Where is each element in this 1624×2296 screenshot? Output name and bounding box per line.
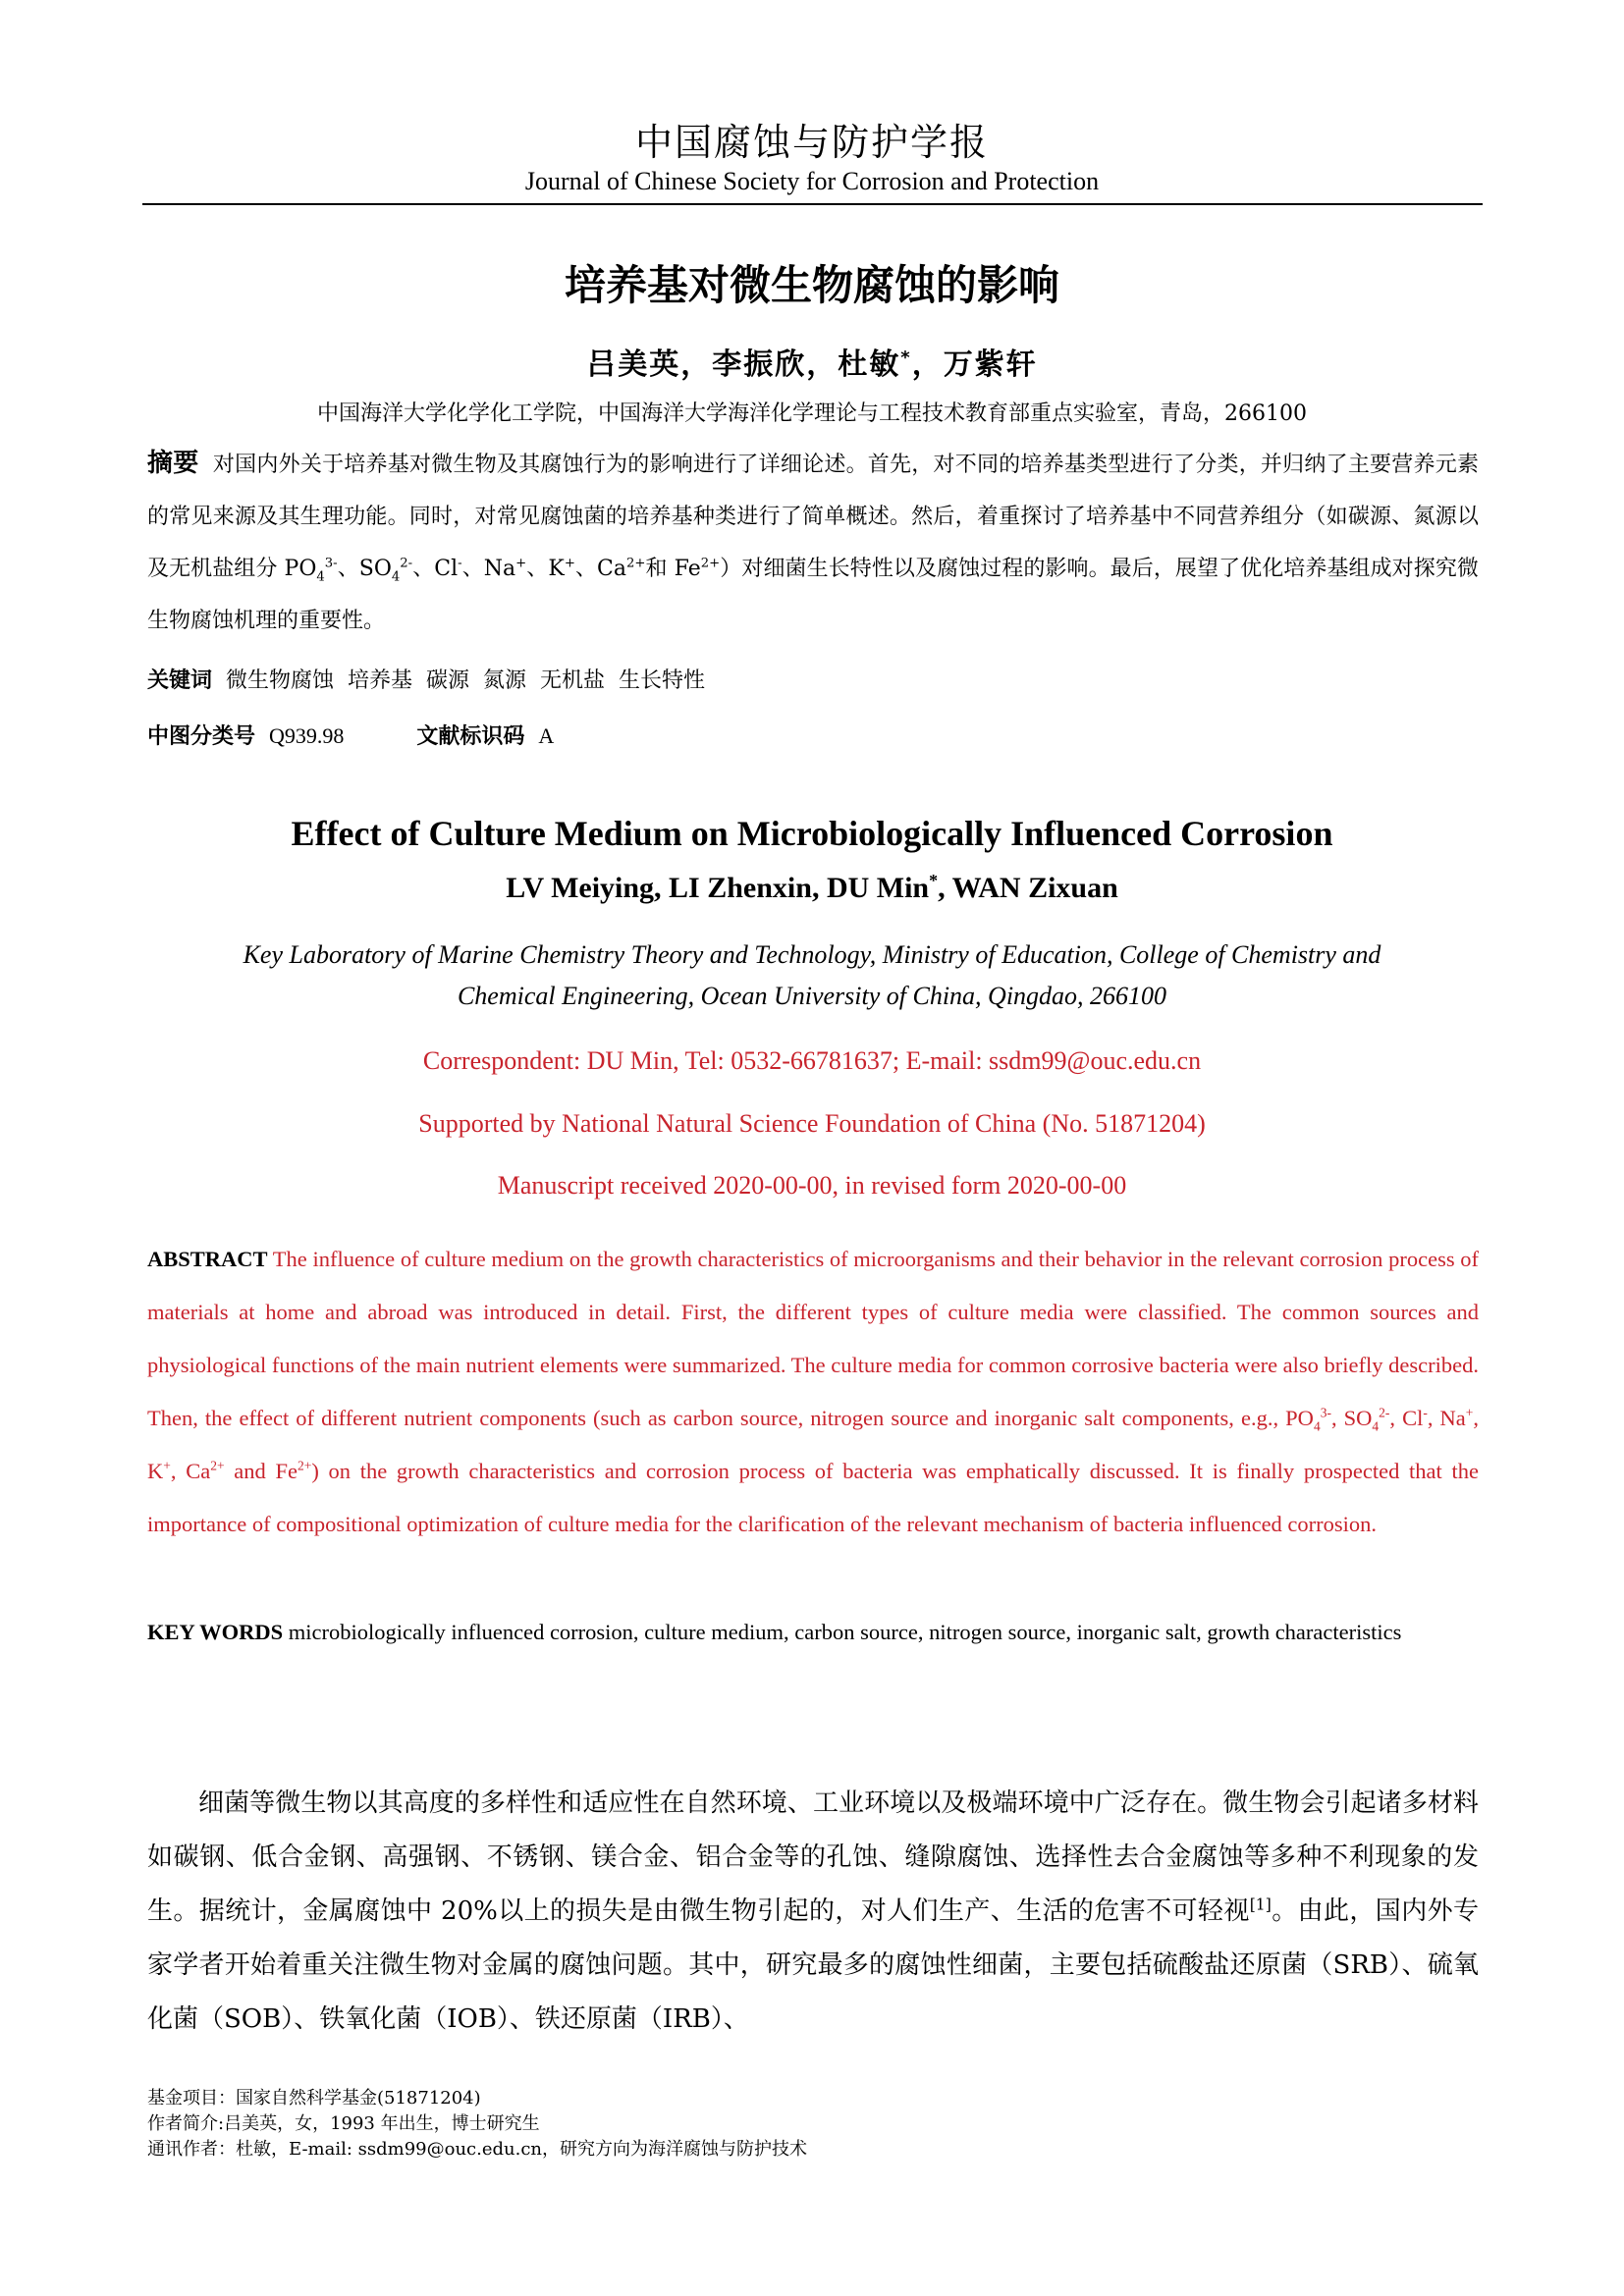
keywords-en: KEY WORDS microbiologically influenced corrosion, culture medium, carbon source, nitrogen source, inorganic salt, growth characteristics — [147, 1620, 1402, 1644]
footnote-fund: 基金项目：国家自然科学基金(51871204) — [147, 2088, 481, 2109]
footnote-corresponding: 通讯作者：杜敏，E-mail: ssdm99@ouc.edu.cn，研究方向为海洋腐蚀与防护技术 — [147, 2139, 808, 2160]
affiliation-en-line2: Chemical Engineering, Ocean University of China, Qingdao, 266100 — [457, 982, 1167, 1010]
affiliation-en-line1: Key Laboratory of Marine Chemistry Theory and Technology, Ministry of Education, College of Chemistry and — [243, 940, 1381, 969]
paper-title-en: Effect of Culture Medium on Microbiologically Influenced Corrosion — [291, 814, 1333, 853]
footnote-author-bio: 作者简介:吕美英，女，1993 年出生，博士研究生 — [147, 2113, 540, 2134]
keywords-en-label: KEY WORDS — [147, 1620, 284, 1644]
received-line: Manuscript received 2020-00-00, in revised form 2020-00-00 — [497, 1171, 1127, 1200]
abstract-en-label: ABSTRACT — [147, 1247, 268, 1271]
keywords-cn: 关键词 微生物腐蚀 培养基 碳源 氮源 无机盐 生长特性 — [147, 668, 705, 693]
body-paragraph: 细菌等微生物以其高度的多样性和适应性在自然环境、工业环境以及极端环境中广泛存在。微生物会引起诸多材料如碳钢、低合金钢、高强钢、不锈钢、镁合金、铝合金等的孔蚀、缝隙腐蚀、选择性去合金腐蚀等多种不利现象的发生。据统计，金属腐蚀中 20%以上的损失是由微生物引起的，对人们生产、生活的危害不可轻视[1]。由此，国内外专家学者开始着重关注微生物对金属的腐蚀问题。其中，研究最多的腐蚀性细菌，主要包括硫酸盐还原菌（SRB）、硫氧化菌（SOB）、铁氧化菌（IOB）、铁还原菌（IRB）、 — [147, 1789, 1479, 2034]
correspondent-line: Correspondent: DU Min, Tel: 0532-66781637; E-mail: ssdm99@ouc.edu.cn — [422, 1046, 1202, 1075]
authors-en: LV Meiying, LI Zhenxin, DU Min*, WAN Zixuan — [506, 871, 1118, 904]
citation-1: [1] — [1249, 1896, 1272, 1914]
keywords-cn-label: 关键词 — [147, 668, 213, 693]
journal-title-en: Journal of Chinese Society for Corrosion and Protection — [524, 167, 1100, 195]
abstract-cn: 摘要 对国内外关于培养基对微生物及其腐蚀行为的影响进行了详细论述。首先，对不同的培养基类型进行了分类，并归纳了主要营养元素的常见来源及其生理功能。同时，对常见腐蚀菌的培养基种类进行了简单概述。然后，着重探讨了培养基中不同营养组分（如碳源、氮源以及无机盐组分 $PO_4^{3-}$、$SO_4^{2-}$、Cl-、Na+、K+、$Ca^{2+}$和 $Fe^{2+}$）对细菌生长特性以及腐蚀过程的影响。最后，展望了优化培养基组成对探究微生物腐蚀机理的重要性。 — [147, 449, 1479, 633]
affiliation-cn: 中国海洋大学化学化工学院，中国海洋大学海洋化学理论与工程技术教育部重点实验室，青岛，266100 — [317, 401, 1307, 426]
doc-code-label: 文献标识码 — [416, 724, 525, 749]
funding-line: Supported by National Natural Science Foundation of China (No. 51871204) — [418, 1109, 1206, 1138]
clc-code: Q939.98 — [269, 723, 345, 748]
abstract-en: ABSTRACT The influence of culture medium on the growth characteristics of microorganisms and their behavior in the relevant corrosion process of materials at home and abroad was introduced in detail. First, the different types of culture media were classified. The common sources and physiological functions of the main nutrient elements were summarized. The culture media for common corrosive bacteria were also briefly described. Then, the effect of different nutrient components (such as carbon source, nitrogen source and inorganic salt components, e.g., $PO_4^{3-}$, $SO_4^{2-}$, Cl-, Na+, K+, $Ca^{2+}$ and $Fe^{2+}$) on the growth characteristics and corrosion process of bacteria was emphatically discussed. It is finally prospected that the importance of compositional optimization of culture media for the clarification of the relevant mechanism of bacteria influenced corrosion. — [147, 1247, 1480, 1536]
journal-title-cn: 中国腐蚀与防护学报 — [634, 121, 989, 164]
authors-cn: 吕美英，李振欣，杜敏*，万紫轩 — [586, 347, 1038, 382]
doc-code: A — [538, 723, 555, 748]
abstract-cn-label: 摘要 — [147, 449, 199, 478]
classification-line — [147, 720, 554, 750]
paper-title-cn: 培养基对微生物腐蚀的影响 — [564, 261, 1059, 309]
clc-label: 中图分类号 — [147, 724, 256, 749]
header-divider — [142, 203, 1483, 205]
